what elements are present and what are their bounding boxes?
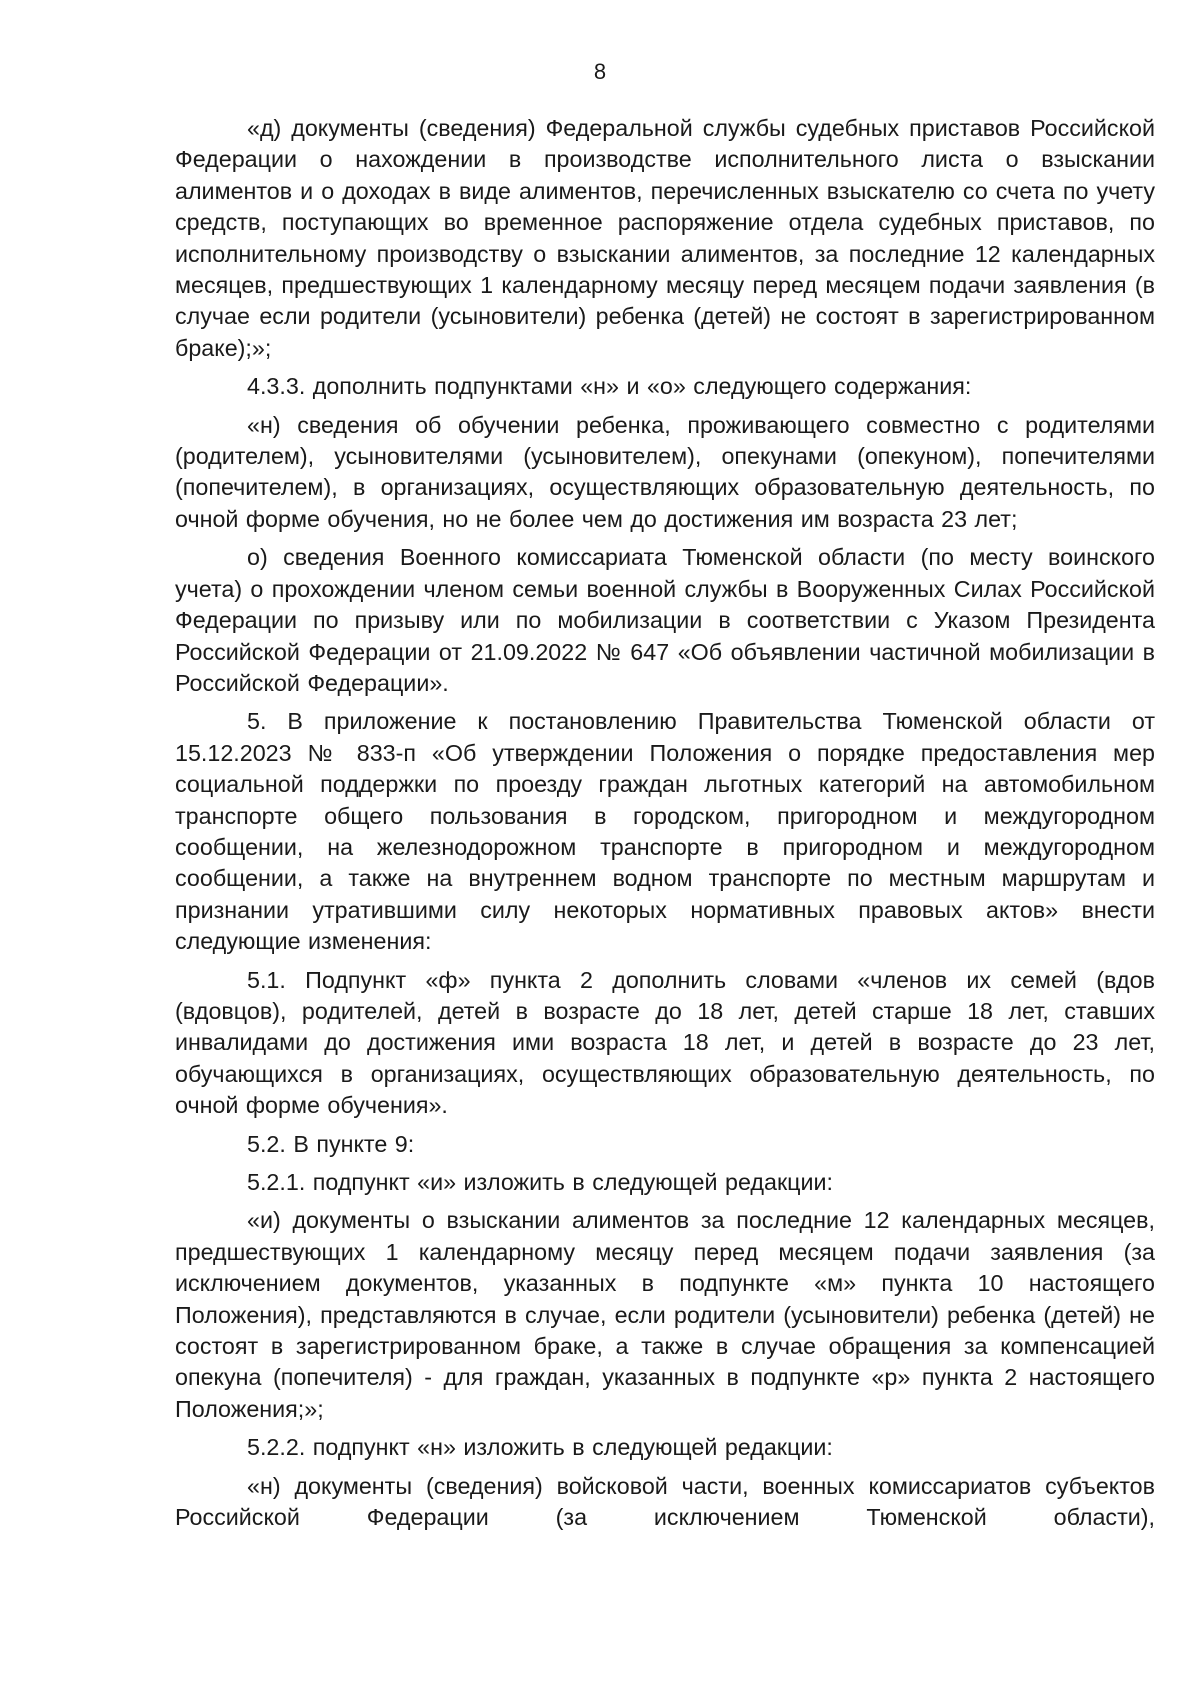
paragraph-5-2: 5.2. В пункте 9:: [247, 1130, 415, 1157]
paragraph-5-2-2: 5.2.2. подпункт «н» изложить в следующей редакции:: [247, 1434, 833, 1461]
page-number: 8: [593, 59, 607, 84]
paragraph-subitem-d: «д) документы (сведения) Федеральной службы судебных приставов Российской Федерации о нахождении в производстве исполнительного листа о взыскании алиментов и о доходах в виде алиментов, перечисленных взыскателю со счета по учету средств, поступающих во временное распоряжение отдела судебных приставов, по исполнительному производству о взыскании алиментов, за последние 12 календарных месяцев, предшествующих 1 календарному месяцу перед месяцем подачи заявления (в случае если родители (усыновители) ребенка (детей) не состоят в зарегистрированном браке);»;: [175, 115, 1155, 361]
paragraph-subitem-i: «и) документы о взыскании алиментов за последние 12 календарных месяцев, предшествующих 1 календарному месяцу перед месяцем подачи заявления (за исключением документов, указанных в подпункте «м» пункта 10 настоящего Положения), представляются в случае, если родители (усыновители) ребенка (детей) не состоят в зарегистрированном браке, а также в случае обращения за компенсацией опекуна (попечителя) - для граждан, указанных в подпункте «р» пункта 2 настоящего Положения;»;: [175, 1207, 1155, 1422]
paragraph-5-1: 5.1. Подпункт «ф» пункта 2 дополнить словами «членов их семей (вдов (вдовцов), родителей, детей в возрасте до 18 лет, детей старше 18 лет, ставших инвалидами до достижения ими возраста 18 лет, и детей в возрасте до 23 лет, обучающихся в организациях, осуществляющих образовательную деятельность, по очной форме обучения».: [175, 966, 1155, 1119]
paragraph-5-2-1: 5.2.1. подпункт «и» изложить в следующей редакции:: [247, 1169, 833, 1195]
paragraph-subitem-o: о) сведения Военного комиссариата Тюменской области (по месту воинского учета) о прохождении членом семьи военной службы в Вооруженных Силах Российской Федерации по призыву или по мобилизации в соответствии с Указом Президента Российской Федерации от 21.09.2022 № 647 «Об объявлении частичной мобилизации в Российской Федерации».: [175, 544, 1155, 696]
paragraph-5: 5. В приложение к постановлению Правительства Тюменской области от 15.12.2023 № 833-п «Об утверждении Положения о порядке предоставления мер социальной поддержки по проезду граждан льготных категорий на автомобильном транспорте общего пользования в городском, пригородном и междугородном сообщении, на железнодорожном транспорте в пригородном и междугородном сообщении, а также на внутреннем водном транспорте по местным маршрутам и признании утратившими силу некоторых нормативных правовых актов» внести следующие изменения:: [175, 708, 1155, 955]
document-body: [175, 113, 1155, 1565]
paragraph-subitem-n-continued: «н) документы (сведения) войсковой части, военных комиссариатов субъектов Российской Федерации (за исключением Тюменской области),: [175, 1472, 1155, 1531]
paragraph-4-3-3: 4.3.3. дополнить подпунктами «н» и «о» следующего содержания:: [247, 373, 972, 400]
paragraph-subitem-n: «н) сведения об обучении ребенка, проживающего совместно с родителями (родителем), усыновителями (усыновителем), опекунами (опекуном), попечителями (попечителем), в организациях, осуществляющих образовательную деятельность, по очной форме обучения, но не более чем до достижения им возраста 23 лет;: [175, 411, 1155, 532]
